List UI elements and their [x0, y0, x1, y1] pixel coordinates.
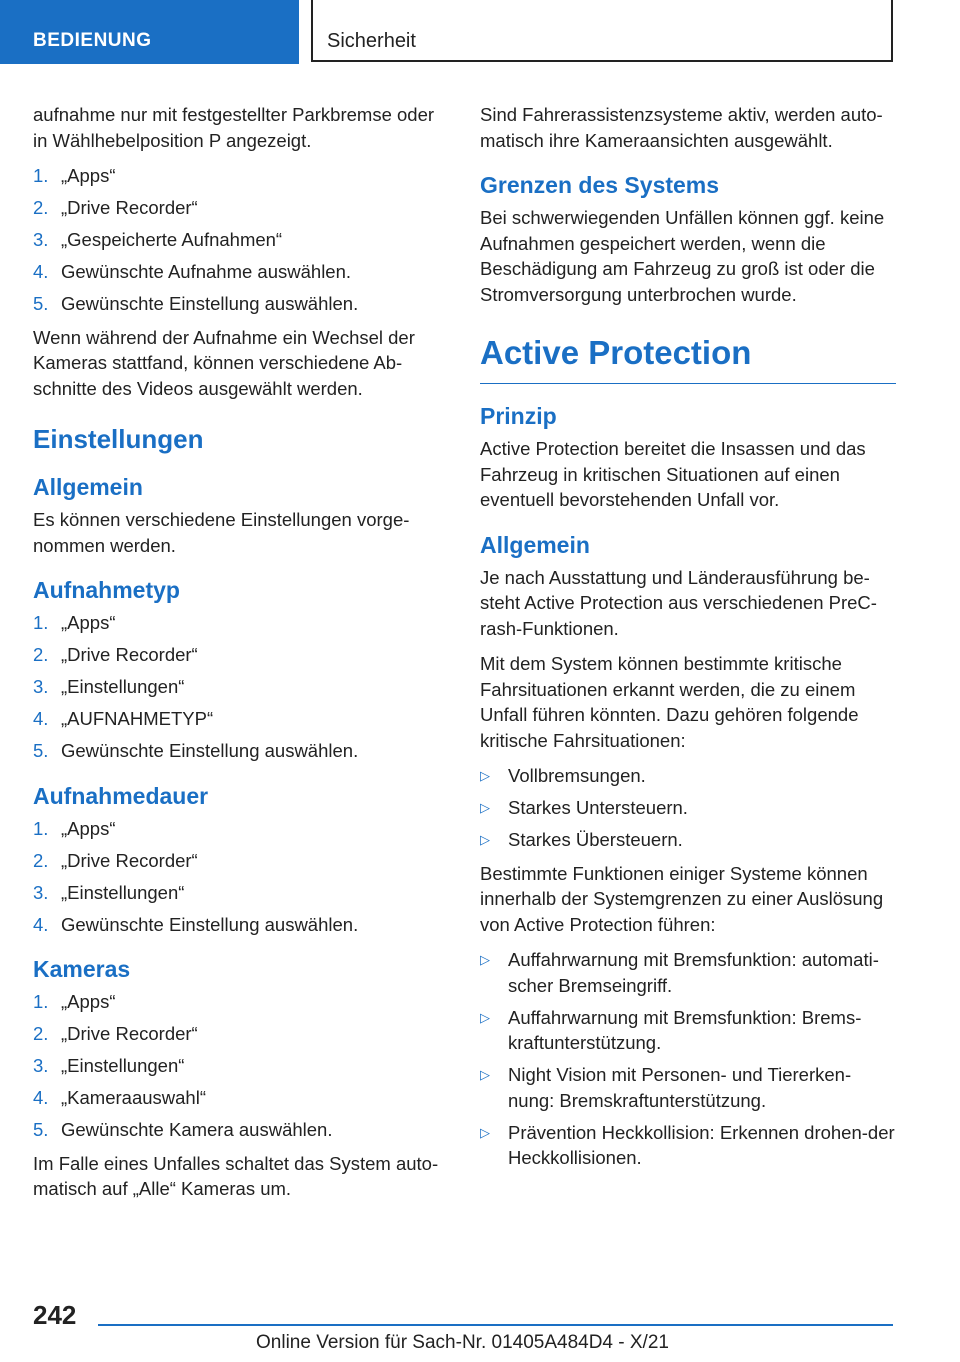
- list-item: [33, 1117, 449, 1143]
- step-number: 2.: [33, 849, 49, 871]
- paragraph: aufnahme nur mit festgestellter Parkbremse oder in Wählhebelposition P angezeigt.: [33, 104, 435, 151]
- list-item: [33, 816, 449, 842]
- step-number: 5.: [33, 1119, 49, 1140]
- step-text: Gewünschte Kamera auswählen.: [61, 1119, 333, 1140]
- step-text: „Drive Recorder“: [61, 849, 198, 871]
- section-header: [311, 0, 893, 62]
- step-text: Gewünschte Aufnahme auswählen.: [61, 261, 352, 282]
- list-item: [33, 1053, 449, 1079]
- paragraph: Bestimmte Funktionen einiger Systeme können innerhalb der Systemgrenzen zu einer Auslösung von Active Protection führen:: [480, 862, 884, 935]
- step-number: 2.: [33, 644, 49, 665]
- chapter-tab-label: BEDIENUNG: [33, 30, 152, 51]
- step-number: 1.: [33, 165, 49, 186]
- step-number: 3.: [33, 1055, 49, 1076]
- list-item: [480, 795, 896, 821]
- heading-kameras: Kameras: [33, 956, 131, 982]
- list-item: [33, 291, 449, 317]
- list-item: [33, 163, 449, 189]
- paragraph: Sind Fahrerassistenzsysteme aktiv, werden auto-matisch ihre Kameraansichten ausgewählt.: [480, 104, 883, 151]
- step-number: 2.: [33, 1023, 49, 1044]
- left-column: [33, 102, 449, 1212]
- step-text: „Apps“: [61, 165, 116, 186]
- step-text: „AUFNAHMETYP“: [61, 708, 214, 729]
- step-number: 4.: [33, 913, 49, 935]
- list-item: [33, 706, 449, 732]
- bullet-text: Prävention Heckkollision: Erkennen drohen-der Heckkollisionen.: [508, 1121, 895, 1168]
- paragraph: Wenn während der Aufnahme ein Wechsel der Kameras stattfand, können verschiedene Ab-schnitte des Videos ausgewählt werden.: [33, 326, 415, 399]
- step-text: „Drive Recorder“: [61, 644, 198, 665]
- right-column: [480, 102, 896, 1179]
- list-item: [33, 1085, 449, 1111]
- step-text: „Einstellungen“: [61, 881, 185, 903]
- list-item: [33, 642, 449, 668]
- bullet-list: [480, 947, 896, 1171]
- heading-einstellungen: Einstellungen: [33, 424, 204, 454]
- bullet-text: Starkes Übersteuern.: [508, 829, 683, 850]
- paragraph: Je nach Ausstattung und Länderausführung be-steht Active Protection aus verschiedenen PreC-rash-Funktionen.: [480, 566, 877, 639]
- step-number: 4.: [33, 708, 49, 729]
- step-text: „Gespeicherte Aufnahmen“: [61, 229, 283, 250]
- section-title: Sicherheit: [327, 30, 416, 52]
- list-item: [33, 880, 449, 906]
- steps-list: [33, 989, 449, 1143]
- step-text: „Apps“: [61, 817, 116, 839]
- step-text: „Kameraauswahl“: [61, 1087, 206, 1108]
- bullet-text: Night Vision mit Personen- und Tiererken-nung: Bremskraftunterstützung.: [508, 1064, 852, 1111]
- step-text: „Drive Recorder“: [61, 197, 198, 218]
- paragraph: Active Protection bereitet die Insassen und das Fahrzeug in kritischen Situationen auf einen eventuell bevorstehenden Unfall vor.: [480, 438, 866, 510]
- step-number: 2.: [33, 197, 49, 218]
- heading-allgemein: Allgemein: [480, 531, 590, 558]
- chapter-tab: [0, 0, 299, 64]
- triangle-bullet-icon: ▷: [480, 952, 490, 967]
- list-item: [33, 227, 449, 253]
- list-item: [33, 848, 449, 874]
- triangle-bullet-icon: ▷: [480, 832, 490, 847]
- triangle-bullet-icon: ▷: [480, 768, 490, 783]
- list-item: [480, 763, 896, 789]
- step-text: „Einstellungen“: [61, 676, 185, 697]
- list-item: [480, 1005, 896, 1056]
- triangle-bullet-icon: ▷: [480, 1124, 490, 1140]
- step-text: „Apps“: [61, 991, 116, 1012]
- triangle-bullet-icon: ▷: [480, 1009, 490, 1025]
- heading-grenzen: Grenzen des Systems: [480, 172, 720, 198]
- heading-aufnahmedauer: Aufnahmedauer: [33, 782, 209, 809]
- step-number: 3.: [33, 881, 49, 903]
- step-text: Gewünschte Einstellung auswählen.: [61, 913, 359, 935]
- list-item: [480, 827, 896, 853]
- steps-list: [33, 163, 449, 317]
- bullet-text: Auffahrwarnung mit Bremsfunktion: automati-scher Bremseingriff.: [508, 949, 879, 996]
- step-text: „Drive Recorder“: [61, 1023, 198, 1044]
- bullet-text: Auffahrwarnung mit Bremsfunktion: Brems-kraftunterstützung.: [508, 1006, 862, 1053]
- list-item: [33, 610, 449, 636]
- step-number: 4.: [33, 261, 49, 282]
- steps-list: [33, 816, 449, 938]
- triangle-bullet-icon: ▷: [480, 800, 490, 815]
- bullet-text: Starkes Untersteuern.: [508, 797, 688, 818]
- heading-allgemein: Allgemein: [33, 474, 143, 500]
- list-item: [480, 1062, 896, 1113]
- list-item: [480, 1120, 896, 1171]
- step-text: „Einstellungen“: [61, 1055, 185, 1076]
- list-item: [33, 989, 449, 1015]
- step-number: 1.: [33, 991, 49, 1012]
- list-item: [33, 674, 449, 700]
- list-item: [33, 1021, 449, 1047]
- list-item: [33, 738, 449, 764]
- bullet-list: [480, 763, 896, 853]
- paragraph: Bei schwerwiegenden Unfällen können ggf. keine Aufnahmen gespeichert werden, wenn die Beschädigung am Fahrzeug zu groß ist oder die Stromversorgung unterbrochen wurde.: [480, 207, 885, 305]
- bullet-text: Vollbremsungen.: [508, 765, 646, 786]
- step-number: 5.: [33, 740, 49, 761]
- paragraph: Es können verschiedene Einstellungen vorge-nommen werden.: [33, 509, 410, 556]
- list-item: [480, 947, 896, 998]
- step-text: Gewünschte Einstellung auswählen.: [61, 293, 359, 314]
- heading-prinzip: Prinzip: [480, 403, 557, 429]
- step-number: 1.: [33, 817, 49, 839]
- steps-list: [33, 610, 449, 764]
- step-number: 1.: [33, 612, 49, 633]
- paragraph: Im Falle eines Unfalles schaltet das System auto-matisch auf „Alle“ Kameras um.: [33, 1152, 439, 1199]
- list-item: [33, 195, 449, 221]
- online-version-note: Online Version für Sach-Nr. 01405A484D4 - X/21: [256, 1332, 669, 1353]
- step-number: 5.: [33, 293, 49, 314]
- heading-active-protection: Active Protection: [480, 331, 896, 384]
- step-number: 4.: [33, 1087, 49, 1108]
- step-text: „Apps“: [61, 612, 116, 633]
- paragraph: Mit dem System können bestimmte kritische Fahrsituationen erkannt werden, die zu einem Unfall führen könnten. Dazu gehören folgende kritische Fahrsituationen:: [480, 653, 859, 751]
- step-text: Gewünschte Einstellung auswählen.: [61, 740, 359, 761]
- step-number: 3.: [33, 676, 49, 697]
- step-number: 3.: [33, 229, 49, 250]
- list-item: [33, 912, 449, 938]
- heading-aufnahmetyp: Aufnahmetyp: [33, 577, 180, 603]
- list-item: [33, 259, 449, 285]
- triangle-bullet-icon: ▷: [480, 1067, 490, 1082]
- page-number: 242: [33, 1300, 77, 1330]
- footer-divider: [98, 1324, 893, 1326]
